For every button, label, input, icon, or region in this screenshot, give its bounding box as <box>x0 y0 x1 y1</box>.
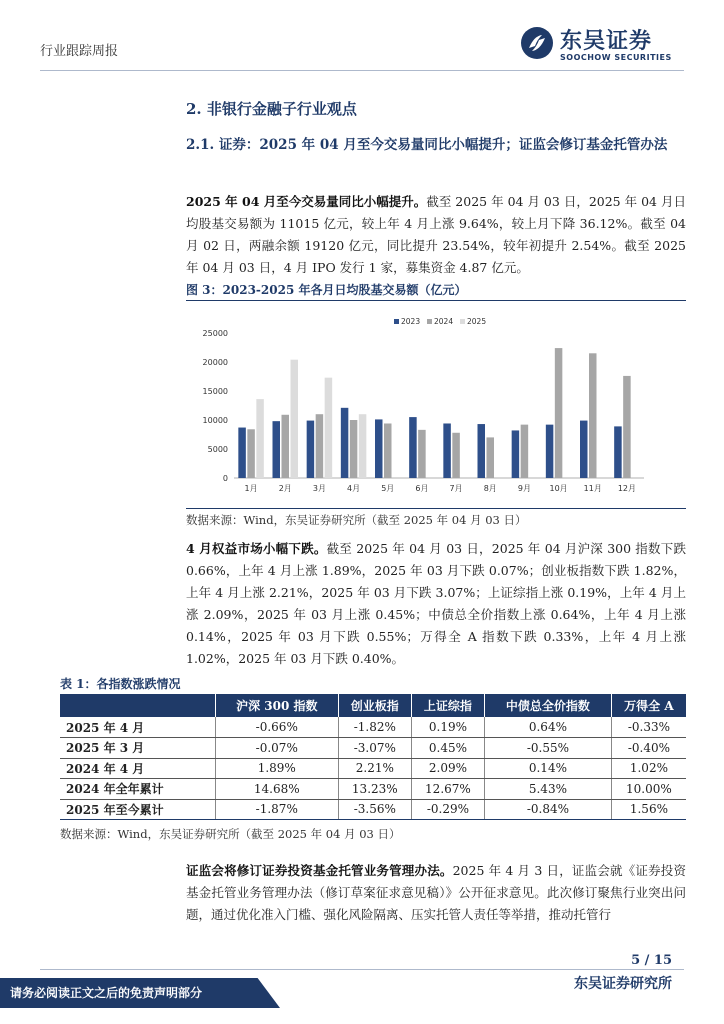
table-source: 数据来源：Wind，东吴证券研究所（截至 2025 年 04 月 03 日） <box>60 827 401 841</box>
table-header-cell: 万得全 A <box>611 694 686 717</box>
paragraph-body: 截至 2025 年 04 月 03 日，2025 年 04 月沪深 300 指数下跌 0.66%，上年 4 月上涨 1.89%，2025 年 03 月下跌 0.07%；创业板指数下跌 1.82%，上年 4 月上涨 2.21%，2025 年 03 月下跌 3.07%；上证综指上涨 0.19%，上年 4 月上涨 2.09%，2025 年 03 月上涨 0.45%；中债总全价指数上涨 0.64%，上年 4 月上涨 0.14%，2025 年 03 月下跌 0.55%；万得全 A 指数下跌 0.33%，上年 4 月上涨 1.02%，2025 年 03 月下跌 0.40%。 <box>186 541 686 666</box>
x-tick-label: 8月 <box>483 484 497 493</box>
table-cell: 2024 年全年累计 <box>60 779 215 800</box>
x-tick-label: 1月 <box>244 484 258 493</box>
table-cell: 13.23% <box>338 779 411 800</box>
table-cell: -1.87% <box>215 799 338 820</box>
y-tick-label: 25000 <box>202 329 228 338</box>
bar-2023 <box>273 421 281 478</box>
bar-2024 <box>282 415 290 478</box>
table-cell: 12.67% <box>411 779 484 800</box>
table-cell: 14.68% <box>215 779 338 800</box>
monthly-turnover-bar-chart <box>186 305 686 505</box>
legend-label: 2025 <box>467 317 487 326</box>
footer-disclaimer: 请务必阅读正文之后的免责声明部分 <box>10 986 203 1000</box>
table-cell: 5.43% <box>485 779 612 800</box>
table-header-cell: 沪深 300 指数 <box>215 694 338 717</box>
paragraph-body: 截至 2025 年 04 月 03 日，2025 年 04 月日均股基交易额为 11015 亿元，较上年 4 月上涨 9.64%，较上月下降 36.12%。截至 04 月 02 日，两融余额 19120 亿元，同比提升 23.54%，较年初提升 2.54%。截至 2025 年 04 月 03 日，4 月 IPO 发行 1 家，募集资金 4.87 亿元。 <box>186 194 686 275</box>
table-cell: -0.84% <box>485 799 612 820</box>
paragraph-lead: 4 月权益市场小幅下跌。 <box>186 541 327 556</box>
bar-2024 <box>350 420 358 478</box>
bar-2023 <box>307 421 315 478</box>
x-tick-label: 6月 <box>415 484 429 493</box>
bar-2024 <box>418 430 426 478</box>
paragraph-body: 2025 年 4 月 3 日，证监会就《证券投资基金托管业务管理办法（修订草案征求意见稿）》公开征求意见。此次修订聚焦行业突出问题，通过优化准入门槛、强化风险隔离、压实托管人责任等举措，推动托管行 <box>186 863 686 922</box>
table-cell: 2025 年至今累计 <box>60 799 215 820</box>
table-cell: 0.45% <box>411 738 484 759</box>
table-cell: -0.29% <box>411 799 484 820</box>
x-tick-label: 2月 <box>278 484 292 493</box>
x-tick-label: 5月 <box>381 484 395 493</box>
legend-label: 2023 <box>401 317 421 326</box>
table-cell: 0.19% <box>411 717 484 738</box>
table-cell: -3.56% <box>338 799 411 820</box>
index-performance-table <box>60 694 686 820</box>
bar-2023 <box>238 428 246 478</box>
bar-2025 <box>359 414 367 478</box>
bar-2024 <box>316 414 324 478</box>
table-cell: 1.02% <box>611 758 686 779</box>
logo-text-cn: 东吴证券 <box>560 29 653 54</box>
legend-swatch-2024 <box>427 319 432 324</box>
table-cell: -0.55% <box>485 738 612 759</box>
table-cell: 2025 年 3 月 <box>60 738 215 759</box>
bar-2023 <box>580 421 588 478</box>
figure-caption: 图 3：2023-2025 年各月日均股基交易额（亿元） <box>186 281 686 301</box>
table-header-cell: 创业板指 <box>338 694 411 717</box>
legend-label: 2024 <box>434 317 454 326</box>
table-cell: 10.00% <box>611 779 686 800</box>
y-tick-label: 10000 <box>202 416 228 425</box>
bar-2025 <box>291 360 299 478</box>
table-cell: 1.89% <box>215 758 338 779</box>
bar-2025 <box>256 399 264 478</box>
table-row <box>60 799 686 820</box>
table-cell: 2.21% <box>338 758 411 779</box>
x-tick-label: 11月 <box>583 484 602 493</box>
footer-institute: 东吴证券研究所 <box>574 976 672 992</box>
y-tick-label: 15000 <box>202 387 228 396</box>
section-title: 2. 非银行金融子行业观点 <box>186 100 357 118</box>
table-header-cell: 上证综指 <box>411 694 484 717</box>
bar-2024 <box>452 433 460 478</box>
table-row <box>60 758 686 779</box>
table-cell: 0.14% <box>485 758 612 779</box>
bar-2024 <box>623 376 631 478</box>
footer-divider <box>40 969 684 970</box>
bar-2024 <box>521 425 529 478</box>
bar-2024 <box>487 437 495 478</box>
table-row <box>60 738 686 759</box>
company-logo <box>520 24 680 66</box>
bar-2023 <box>478 424 486 478</box>
table-cell: -3.07% <box>338 738 411 759</box>
table-cell: -1.82% <box>338 717 411 738</box>
x-tick-label: 3月 <box>312 484 326 493</box>
table-row <box>60 717 686 738</box>
y-tick-label: 5000 <box>207 445 228 454</box>
logo-text-en: SOOCHOW SECURITIES <box>560 53 672 62</box>
bar-2024 <box>589 353 597 478</box>
table-header-cell <box>60 694 215 717</box>
paragraph-trading-volume <box>186 191 686 279</box>
table-cell: -0.40% <box>611 738 686 759</box>
paragraph-equity-market <box>186 538 686 670</box>
paragraph-lead: 2025 年 04 月至今交易量同比小幅提升。 <box>186 194 427 209</box>
x-tick-label: 10月 <box>549 484 568 493</box>
bar-2023 <box>546 425 554 478</box>
table-cell: -0.33% <box>611 717 686 738</box>
table-cell: -0.07% <box>215 738 338 759</box>
legend-swatch-2025 <box>460 319 465 324</box>
paragraph-lead: 证监会将修订证券投资基金托管业务管理办法。 <box>186 863 453 878</box>
x-tick-label: 7月 <box>449 484 463 493</box>
table-cell: 2025 年 4 月 <box>60 717 215 738</box>
subsection-title: 2.1. 证券：2025 年 04 月至今交易量同比小幅提升；证监会修订基金托管办法 <box>186 137 668 153</box>
legend-swatch-2023 <box>394 319 399 324</box>
bar-2024 <box>247 429 255 478</box>
y-tick-label: 20000 <box>202 358 228 367</box>
bar-2023 <box>375 419 383 478</box>
y-tick-label: 0 <box>222 474 228 483</box>
paragraph-custody-rules <box>186 860 686 926</box>
table-header-row <box>60 694 686 717</box>
table-row <box>60 779 686 800</box>
table-cell: 2024 年 4 月 <box>60 758 215 779</box>
bar-2025 <box>325 378 333 478</box>
bar-2023 <box>341 408 349 478</box>
report-type-label: 行业跟踪周报 <box>40 44 119 59</box>
table-header-cell: 中债总全价指数 <box>485 694 612 717</box>
table-cell: -0.66% <box>215 717 338 738</box>
table-cell: 0.64% <box>485 717 612 738</box>
soochow-logo-icon <box>520 26 554 60</box>
header-divider <box>40 70 684 71</box>
bar-2023 <box>443 423 451 478</box>
table-caption: 表 1：各指数涨跌情况 <box>60 677 181 691</box>
bar-2023 <box>409 417 417 478</box>
page-number: 5 / 15 <box>631 953 672 968</box>
bar-2024 <box>555 348 563 478</box>
x-tick-label: 12月 <box>617 484 637 493</box>
bar-2024 <box>384 423 392 478</box>
x-tick-label: 4月 <box>347 484 361 493</box>
bar-2023 <box>614 426 622 478</box>
table-cell: 1.56% <box>611 799 686 820</box>
x-tick-label: 9月 <box>517 484 531 493</box>
bar-2023 <box>512 430 519 478</box>
figure-source: 数据来源：Wind，东吴证券研究所（截至 2025 年 04 月 03 日） <box>186 508 686 530</box>
table-cell: 2.09% <box>411 758 484 779</box>
